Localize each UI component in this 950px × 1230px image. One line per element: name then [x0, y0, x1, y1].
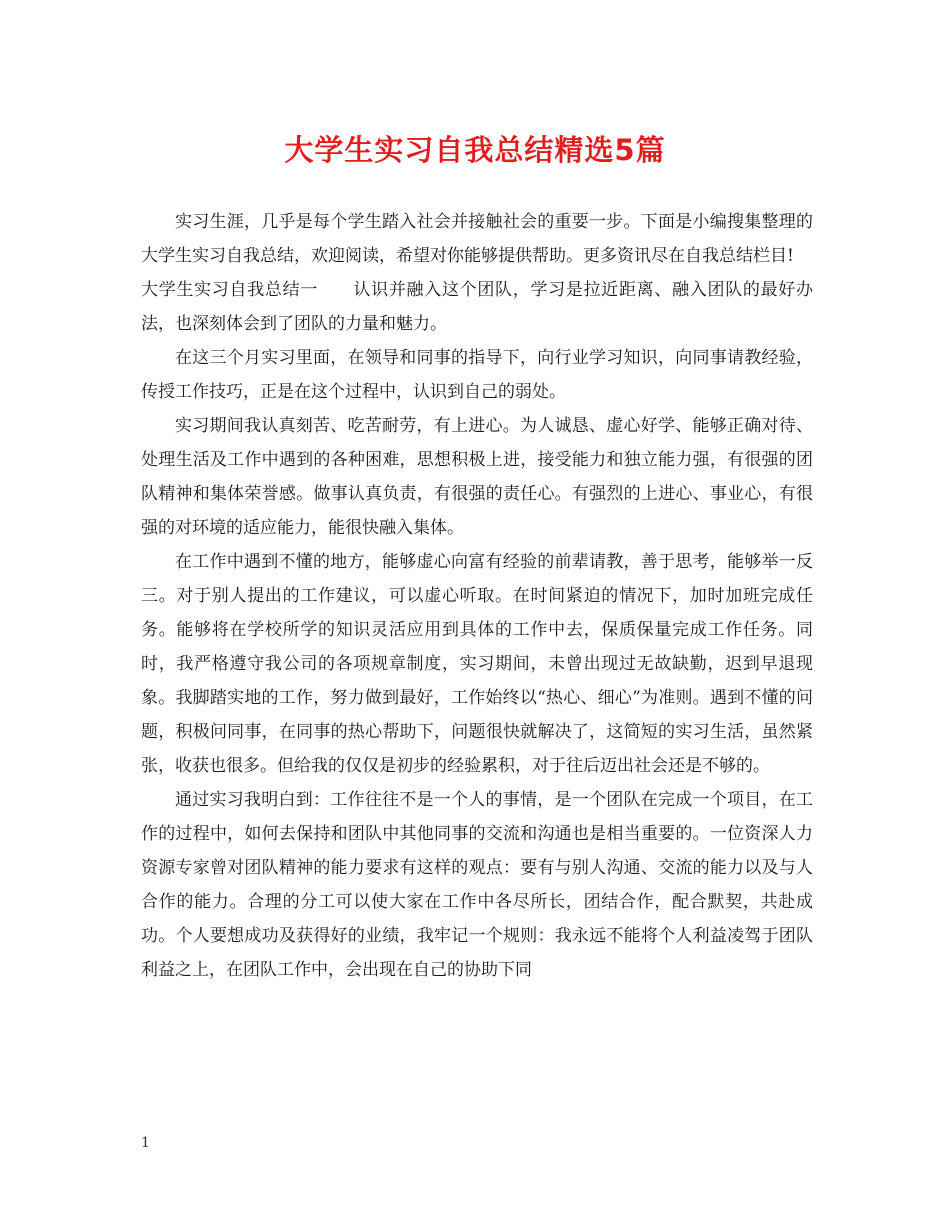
- document-title: 大学生实习自我总结精选5篇: [284, 133, 666, 167]
- page-number: 1: [141, 1135, 150, 1151]
- intro-paragraph: 实习生涯，几乎是每个学生踏入社会并接触社会的重要一步。下面是小编搜集整理的大学生实习自我总结，欢迎阅读，希望对你能够提供帮助。更多资讯尽在自我总结栏目!: [141, 212, 813, 266]
- body-paragraph: 在这三个月实习里面，在领导和同事的指导下，向行业学习知识，向同事请教经验，传授工作技巧，正是在这个过程中，认识到自己的弱处。: [141, 348, 813, 402]
- body-paragraph: 在工作中遇到不懂的地方，能够虚心向富有经验的前辈请教，善于思考，能够举一反三。对于别人提出的工作建议，可以虚心听取。在时间紧迫的情况下，加时加班完成任务。能够将在学校所学的知识灵活应用到具体的工作中去，保质保量完成工作任务。同时，我严格遵守我公司的各项规章制度，实习期间，未曾出现过无故缺勤，迟到早退现象。我脚踏实地的工作，努力做到最好，工作始终以“热心、细心”为准则。遇到不懂的问题，积极问同事，在同事的热心帮助下，问题很快就解决了，这简短的实习生活，虽然紧张，收获也很多。但给我的仅仅是初步的经验累积，对于往后迈出社会还是不够的。: [141, 552, 813, 776]
- section-one-paragraph: 大学生实习自我总结一 认识并融入这个团队，学习是拉近距离、融入团队的最好办法，也深刻体会到了团队的力量和魅力。: [141, 280, 813, 334]
- document-body: [141, 205, 813, 987]
- body-paragraph: 实习期间我认真刻苦、吃苦耐劳，有上进心。为人诚恳、虚心好学、能够正确对待、处理生活及工作中遇到的各种困难，思想积极上进，接受能力和独立能力强，有很强的团队精神和集体荣誉感。做事认真负责，有很强的责任心。有强烈的上进心、事业心，有很强的对环境的适应能力，能很快融入集体。: [141, 416, 813, 538]
- body-paragraph: 通过实习我明白到：工作往往不是一个人的事情，是一个团队在完成一个项目，在工作的过程中，如何去保持和团队中其他同事的交流和沟通也是相当重要的。一位资深人力资源专家曾对团队精神的能力要求有这样的观点：要有与别人沟通、交流的能力以及与人合作的能力。合理的分工可以使大家在工作中各尽所长，团结合作，配合默契，共赴成功。个人要想成功及获得好的业绩，我牢记一个规则：我永远不能将个人利益凌驾于团队利益之上，在团队工作中，会出现在自己的协助下同: [141, 790, 813, 980]
